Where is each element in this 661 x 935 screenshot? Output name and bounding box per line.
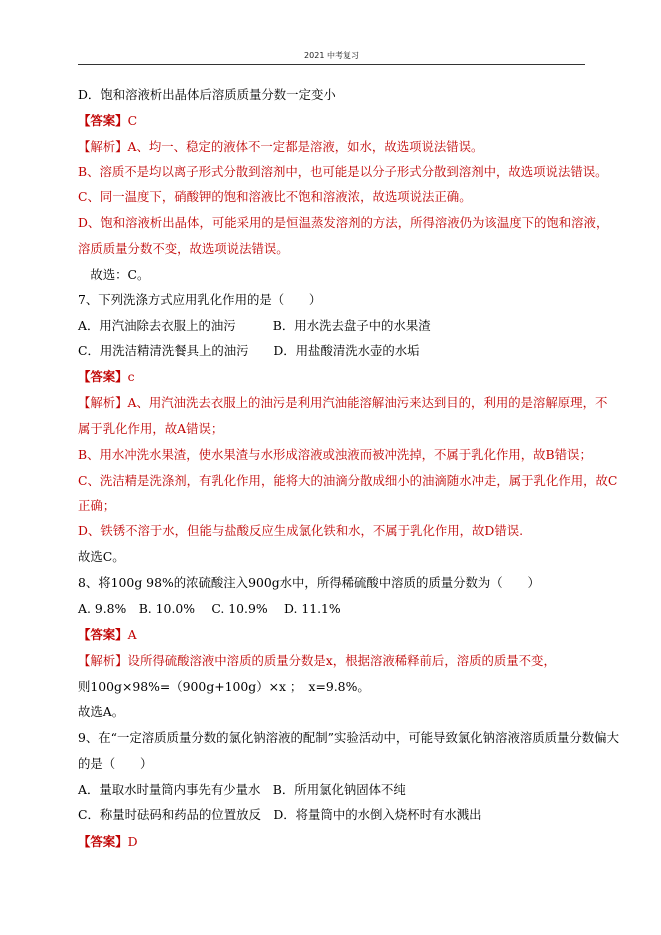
text-line: 故选A。 bbox=[78, 704, 125, 719]
analysis-line: 正确； bbox=[78, 498, 116, 513]
answer-line: 【答案】D bbox=[78, 834, 138, 849]
text-line: C．用洗洁精清洗餐具上的油污 D．用盐酸清洗水壶的水垢 bbox=[78, 343, 420, 358]
analysis-line: D、饱和溶液析出晶体，可能采用的是恒温蒸发溶剂的方法，所得溶液仍为该温度下的饱和溶液， bbox=[78, 215, 609, 230]
analysis-line: 【解析】A、用汽油洗去衣服上的油污是利用汽油能溶解油污来达到目的，利用的是溶解原理，不 bbox=[78, 395, 608, 410]
text-line: 9、在“一定溶质质量分数的氯化钠溶液的配制”实验活动中，可能导致氯化钠溶液溶质质量分数偏大 bbox=[78, 730, 619, 745]
text-line: 的是（ ） bbox=[78, 756, 153, 771]
analysis-line: 溶质质量分数不变，故选项说法错误。 bbox=[78, 241, 289, 256]
page-header: 2021 中考复习 bbox=[304, 51, 359, 60]
analysis-line: B、溶质不是均以离子形式分散到溶剂中，也可能是以分子形式分散到溶剂中，故选项说法错误。 bbox=[78, 164, 608, 179]
analysis-line: D、铁锈不溶于水，但能与盐酸反应生成氯化铁和水，不属于乳化作用，故D错误. bbox=[78, 523, 524, 538]
header-rule bbox=[78, 64, 585, 65]
text-line: 8、将100g 98%的浓硫酸注入900g水中，所得稀硫酸中溶质的质量分数为（ ） bbox=[78, 575, 540, 590]
text-line: 故选C。 bbox=[78, 549, 125, 564]
text-line: 7、下列洗涤方式应用乳化作用的是（ ） bbox=[78, 292, 322, 307]
text-line: A. 9.8% B. 10.0% C. 10.9% D. 11.1% bbox=[78, 601, 341, 616]
analysis-line: 【解析】设所得硫酸溶液中溶质的质量分数是x，根据溶液稀释前后，溶质的质量不变， bbox=[78, 653, 556, 668]
text-line: A．用汽油除去衣服上的油污 B．用水洗去盘子中的水果渣 bbox=[78, 318, 431, 333]
analysis-line: B、用水冲洗水果渣，使水果渣与水形成溶液或浊液而被冲洗掉，不属于乳化作用，故B错误； bbox=[78, 447, 592, 462]
analysis-line: 【解析】A、均一、稳定的液体不一定都是溶液，如水，故选项说法错误。 bbox=[78, 139, 484, 154]
answer-line: 【答案】c bbox=[78, 369, 135, 384]
text-line: C．称量时砝码和药品的位置放反 D．将量筒中的水倒入烧杯时有水溅出 bbox=[78, 807, 482, 822]
text-line: D．饱和溶液析出晶体后溶质质量分数一定变小 bbox=[78, 87, 336, 102]
text-line: A．量取水时量筒内事先有少量水 B．所用氯化钠固体不纯 bbox=[78, 782, 406, 797]
analysis-line: 属于乳化作用，故A错误； bbox=[78, 421, 224, 436]
analysis-line: C、同一温度下，硝酸钾的饱和溶液比不饱和溶液浓，故选项说法正确。 bbox=[78, 189, 472, 204]
analysis-line: C、洗洁精是洗涤剂，有乳化作用，能将大的油滴分散成细小的油滴随水冲走，属于乳化作用，故C bbox=[78, 473, 618, 488]
text-line: 则100g×98%=（900g+100g）×x ； x=9.8%。 bbox=[78, 679, 370, 694]
answer-line: 【答案】C bbox=[78, 113, 138, 128]
answer-line: 【答案】A bbox=[78, 627, 137, 642]
text-line: 故选：C。 bbox=[78, 267, 150, 282]
